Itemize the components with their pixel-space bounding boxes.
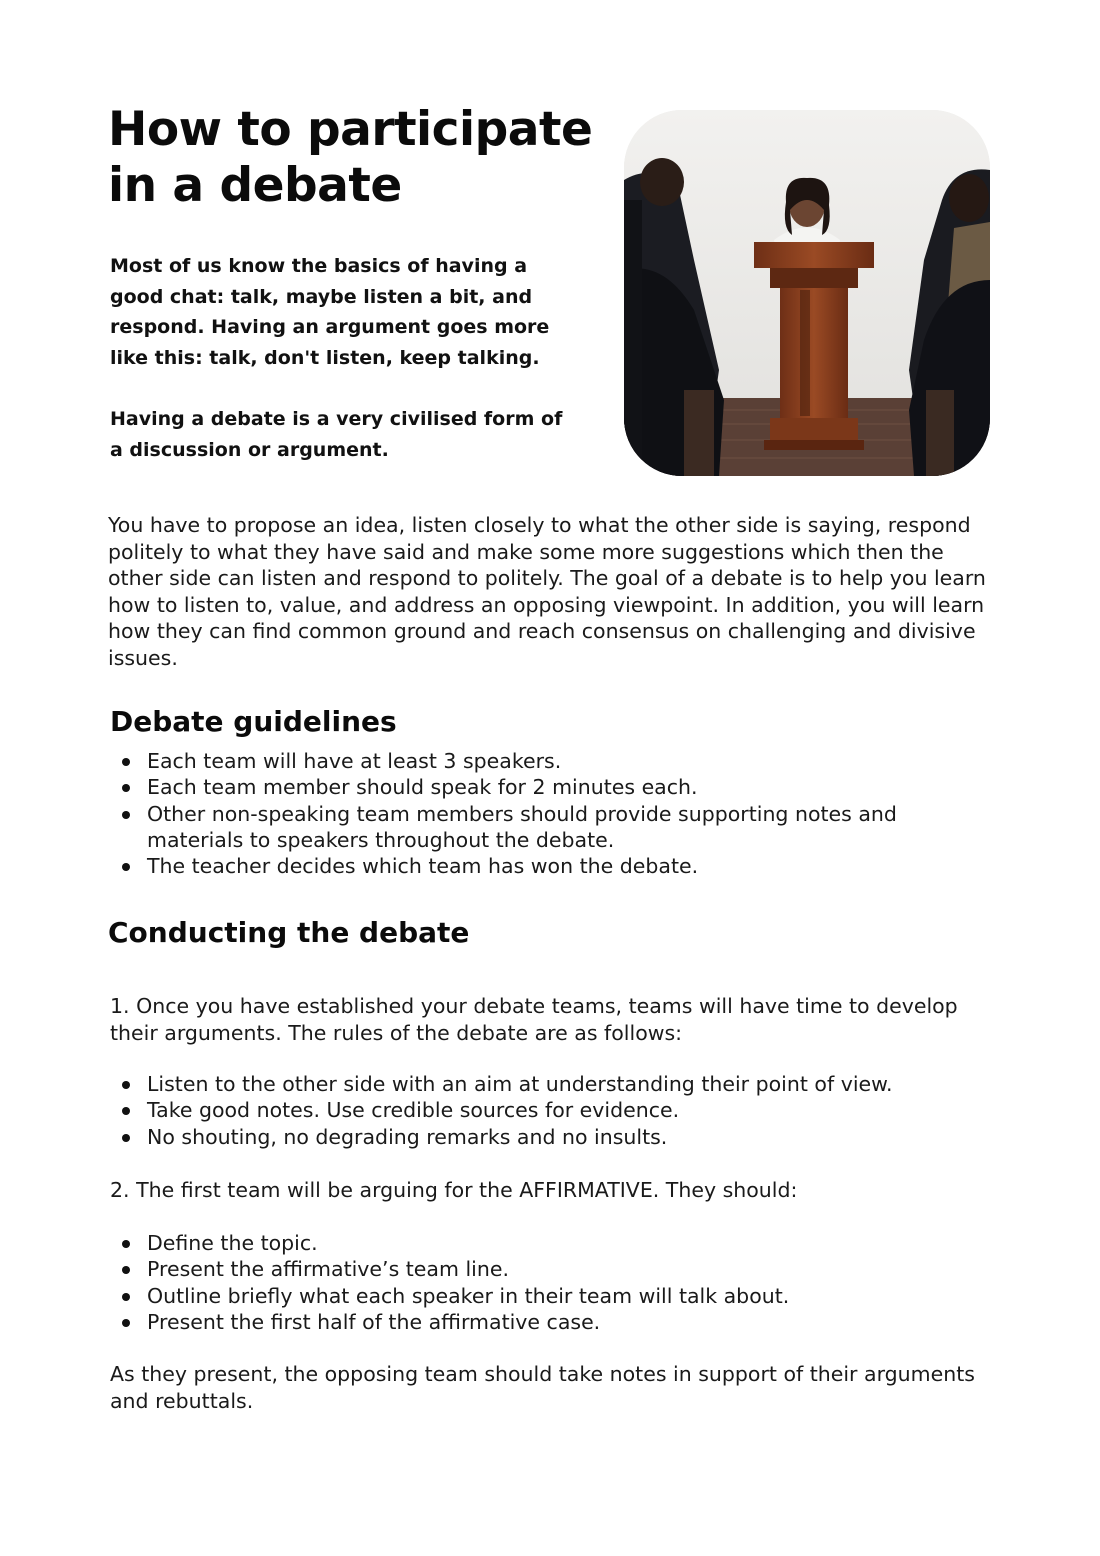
affirmative-list	[110, 1230, 990, 1335]
step-1-paragraph: 1. Once you have established your debate teams, teams will have time to develop their arguments. The rules of the debate are as follows:	[110, 994, 958, 1045]
title-line-1: How to participate	[108, 102, 593, 157]
list-item: Other non-speaking team members should provide supporting notes and materials to speakers throughout the debate.	[110, 801, 990, 854]
list-item: Present the first half of the affirmative case.	[110, 1309, 990, 1335]
list-item: No shouting, no degrading remarks and no insults.	[110, 1124, 990, 1150]
list-item: Define the topic.	[110, 1230, 990, 1256]
list-item: The teacher decides which team has won the debate.	[110, 853, 990, 879]
podium-speaker-illustration	[624, 110, 990, 476]
guidelines-list	[110, 748, 990, 879]
closing-paragraph: As they present, the opposing team should take notes in support of their arguments and rebuttals.	[110, 1362, 975, 1413]
guidelines-heading: Debate guidelines	[110, 705, 397, 738]
intro-body-paragraph: You have to propose an idea, listen closely to what the other side is saying, respond politely to what they have said and make some more suggestions which then the other side can listen and respond to politely. The goal of a debate is to help you learn how to listen to, value, and address an opposing viewpoint. In addition, you will learn how they can find common ground and reach consensus on challenging and divisive issues.	[108, 513, 986, 670]
intro-paragraph-2: Having a debate is a very civilised form of a discussion or argument.	[110, 408, 563, 461]
intro-paragraph-1: Most of us know the basics of having a good chat: talk, maybe listen a bit, and respond. Having an argument goes more like this: talk, don't listen, keep talking.	[110, 255, 550, 369]
title-line-2: in a debate	[108, 158, 402, 213]
list-item: Present the affirmative’s team line.	[110, 1256, 990, 1282]
rules-list	[110, 1071, 990, 1150]
list-item: Each team member should speak for 2 minutes each.	[110, 774, 990, 800]
page-title	[108, 102, 592, 214]
debate-photo	[624, 110, 990, 476]
list-item: Take good notes. Use credible sources for evidence.	[110, 1097, 990, 1123]
list-item: Each team will have at least 3 speakers.	[110, 748, 990, 774]
list-item: Listen to the other side with an aim at understanding their point of view.	[110, 1071, 990, 1097]
conducting-heading: Conducting the debate	[108, 916, 470, 949]
step-2-paragraph: 2. The first team will be arguing for the AFFIRMATIVE. They should:	[110, 1178, 798, 1202]
list-item: Outline briefly what each speaker in their team will talk about.	[110, 1283, 990, 1309]
